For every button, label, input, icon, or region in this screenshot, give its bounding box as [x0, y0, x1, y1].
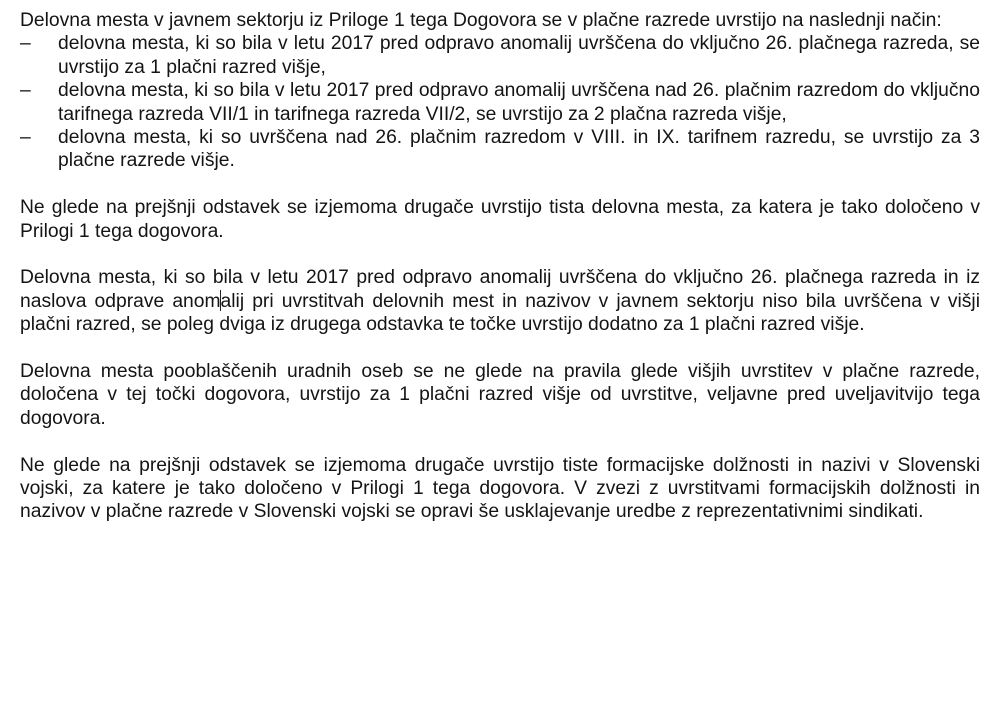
paragraph-exceptions[interactable]: Ne glede na prejšnji odstavek se izjemoma drugače uvrstijo tista delovna mesta, za katera je tako določeno v Prilogi 1 tega dogovora.	[20, 197, 980, 242]
intro-paragraph[interactable]: Delovna mesta v javnem sektorju iz Priloge 1 tega Dogovora se v plačne razrede uvrstijo na naslednji način:	[20, 10, 942, 31]
paragraph-text-after-cursor: alij pri uvrstitvah delovnih mest in nazivov v javnem sektorju niso bila uvrščena v višji plačni razred, se poleg dviga iz drugega odstavka te točke uvrstijo dodatno za 1 plačni razred višje.	[20, 290, 980, 336]
list-item[interactable]	[20, 32, 980, 79]
list-item-text: delovna mesta, ki so uvrščena nad 26. plačnim razredom v VIII. in IX. tarifnem razredu, se uvrstijo za 3 plačne razrede višje.	[58, 127, 980, 172]
dash-bullet-icon: –	[20, 127, 31, 149]
paragraph-authorized-officials[interactable]: Delovna mesta pooblaščenih uradnih oseb se ne glede na pravila glede višjih uvrstitev v plačne razrede, določena v tej točki dogovora, uvrstijo za 1 plačni razred višje od uvrstitve, veljavne pred uveljavitvijo tega dogovora.	[20, 361, 980, 429]
bullet-list	[20, 32, 980, 172]
paragraph-additional-grade[interactable]	[20, 266, 980, 336]
dash-bullet-icon: –	[20, 80, 31, 102]
dash-bullet-icon: –	[20, 33, 31, 55]
list-item[interactable]	[20, 79, 980, 126]
list-item-text: delovna mesta, ki so bila v letu 2017 pred odpravo anomalij uvrščena do vključno 26. plačnega razreda, se uvrstijo za 1 plačni razred višje,	[58, 33, 980, 78]
list-item-text: delovna mesta, ki so bila v letu 2017 pred odpravo anomalij uvrščena nad 26. plačnim razredom do vključno tarifnega razreda VII/1 in tarifnega razreda VII/2, se uvrstijo za 2 plačna razreda višje,	[58, 80, 980, 125]
list-item[interactable]	[20, 126, 980, 173]
paragraph-slovenian-army[interactable]: Ne glede na prejšnji odstavek se izjemoma drugače uvrstijo tiste formacijske dolžnosti in nazivi v Slovenski vojski, za katere je tako določeno v Prilogi 1 tega dogovora. V zvezi z uvrstitvami formacijskih dolžnosti in nazivov v plačne razrede v Slovenski vojski se opravi še usklajevanje uredbe z reprezentativnimi sindikati.	[20, 454, 980, 523]
document-page[interactable]	[20, 9, 980, 524]
paragraph-text-before-cursor: Delovna mesta, ki so bila v letu 2017 pred odpravo anomalij uvrščena do vključno 26. plačnega razreda in iz naslova odprave anom	[20, 267, 980, 312]
